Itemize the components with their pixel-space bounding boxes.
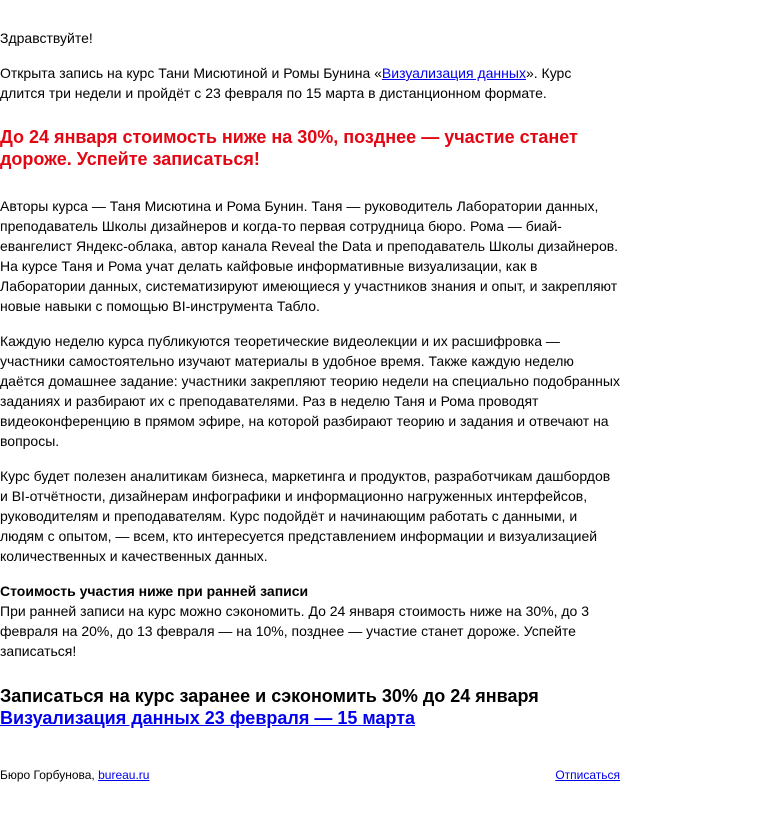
audience-paragraph: Курс будет полезен аналитикам бизнеса, маркетинга и продуктов, разработчикам дашбордов и BI-отчётности, дизайнерам инфографики и информационно нагруженных интерфейсов, руководителям и преподавателям. Курс подойдёт и начинающим работать с данными, и людям с опытом, — всем, кто интересуется представлением информации и визуализацией количественных и качественных данных. — [0, 468, 611, 564]
intro-paragraph — [0, 63, 620, 103]
cta-title: Записаться на курс заранее и сэкономить 30% до 24 января — [0, 686, 539, 706]
footer-org — [0, 767, 149, 783]
pricing-text: При ранней записи на курс можно сэкономить. До 24 января стоимость ниже на 30%, до 3 февраля на 20%, до 13 февраля — на 10%, позднее — участие станет дороже. Успейте записаться! — [0, 603, 590, 659]
weekly-paragraph: Каждую неделю курса публикуются теоретические видеолекции и их расшифровка — участники самостоятельно изучают материалы в удобное время. Также каждую неделю даётся домашнее задание: участники закрепляют теорию недели на специально подобранных заданиях и разбирают их с преподавателями. Раз в неделю Таня и Рома проводят видеоконференцию в прямом эфире, на которой разбирают теорию и задания и отвечают на вопросы. — [0, 333, 620, 449]
unsubscribe-link[interactable]: Отписаться — [555, 768, 620, 782]
footer-org-name: Бюро Горбунова, — [0, 768, 99, 782]
course-link[interactable]: Визуализация данных — [381, 65, 526, 81]
promo-headline: До 24 января стоимость ниже на 30%, позднее — участие станет дороже. Успейте записаться! — [0, 127, 578, 169]
footer-site-link[interactable]: bureau.ru — [98, 768, 150, 782]
authors-paragraph: Авторы курса — Таня Мисютина и Рома Бунин. Таня — руководитель Лаборатории данных, преподаватель Школы дизайнеров и когда-то первая сотрудница бюро. Рома — биай-евангелист Яндекс-облака, автор канала Reveal the Data и преподаватель Школы дизайнеров. На курсе Таня и Рома учат делать кайфовые информативные визуализации, как в Лаборатории данных, систематизируют имеющиеся у участников знания и опыт, и закрепляют новые навыки с помощью BI-инструмента Табло. — [0, 198, 619, 314]
intro-text-after: ». Курс длится три недели и пройдёт с 23 февраля по 15 марта в дистанционном формате. — [0, 65, 572, 101]
footer — [0, 767, 620, 783]
intro-text-before: Открыта запись на курс Тани Мисютиной и Ромы Бунина « — [0, 65, 382, 81]
pricing-heading: Стоимость участия ниже при ранней записи — [0, 583, 309, 599]
cta-course-link[interactable]: Визуализация данных 23 февраля — 15 марта — [0, 708, 416, 728]
greeting: Здравствуйте! — [0, 30, 93, 46]
